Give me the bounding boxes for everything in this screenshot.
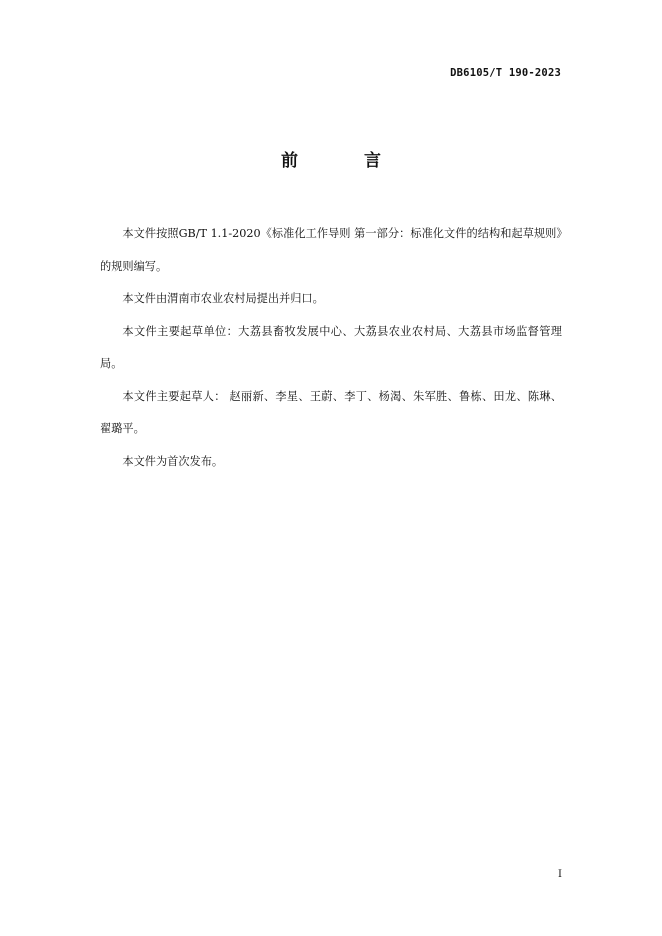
paragraph-proposer: 本文件由渭南市农业农村局提出并归口。 [122, 292, 324, 305]
paragraph-drafting-units: 本文件主要起草单位：大荔县畜牧发展中心、大荔县农业农村局、大荔县市场监督管理局。 [100, 324, 562, 370]
page-title: 前 言 [281, 151, 411, 171]
paragraph-first-release: 本文件为首次发布。 [122, 454, 224, 468]
paragraph-drafters: 本文件主要起草人： 赵丽新、李星、王蔚、李丁、杨渴、朱军胜、鲁栋、田龙、陈琳、翟璐平。 [100, 389, 562, 435]
document-code: DB6105/T 190-2023 [450, 67, 561, 79]
paragraph-drafting-rules: 本文件按照GB/T 1.1-2020《标准化工作导则 第一部分：标准化文件的结构和起草规则》的规则编写。 [100, 227, 562, 273]
foreword-body [100, 218, 562, 478]
page-number: I [558, 869, 562, 880]
